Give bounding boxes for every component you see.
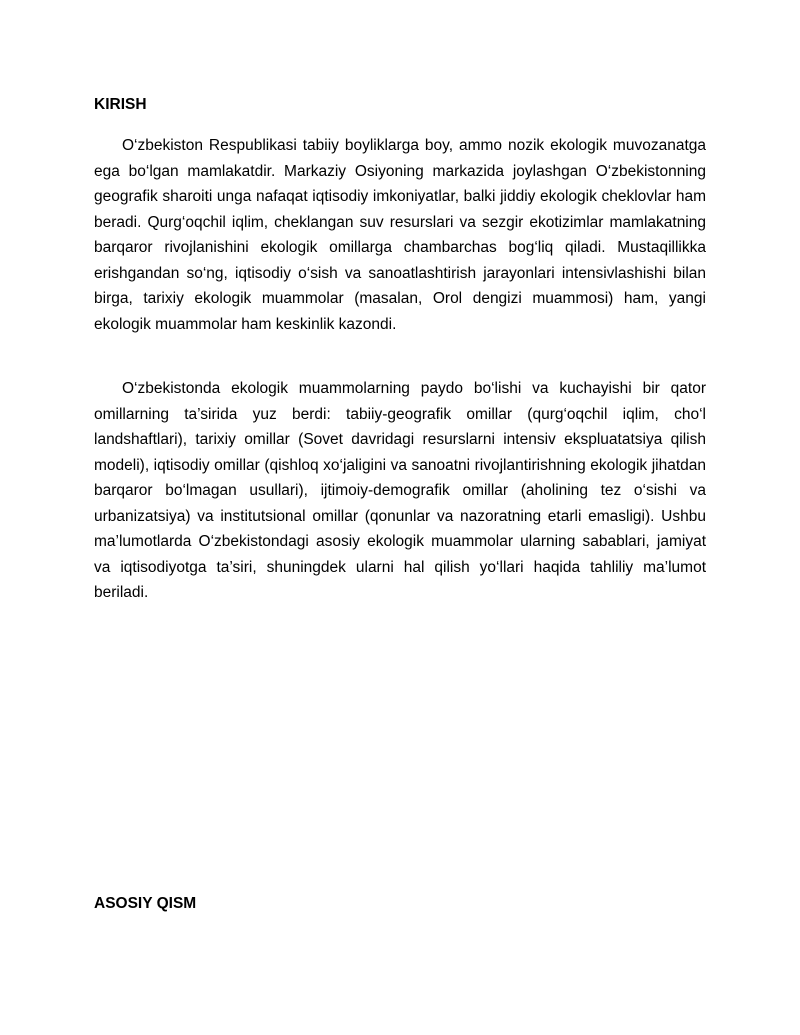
intro-paragraph-2: O‘zbekistonda ekologik muammolarning paydo bo‘lishi va kuchayishi bir qator omillarning ta’sirida yuz berdi: tabiiy-geografik omillar (qurg‘oqchil iqlim, cho‘l landshaftlari), tarixiy omillar (Sovet davridagi resurslarni intensiv ekspluatatsiya qilish modeli), iqtisodiy omillar (qishloq xo‘jaligini va sanoatni rivojlantirishning ekologik jihatdan barqaror bo‘lmagan usullari), ijtimoiy-demografik omillar (aholining tez o‘sishi va urbanizatsiya) va institutsional omillar (qonunlar va nazoratning etarli emasligi). Ushbu ma’lumotlarda O‘zbekistondagi asosiy ekologik muammolar ularning sabablari, jamiyat va iqtisodiyotga ta’siri, shuningdek ularni hal qilish yo‘llari haqida tahliliy ma’lumot beriladi. bbox=[94, 380, 706, 601]
section-heading-main: ASOSIY QISM bbox=[94, 895, 197, 912]
intro-paragraph-1: O‘zbekiston Respublikasi tabiiy boyliklarga boy, ammo nozik ekologik muvozanatga ega bo‘lgan mamlakatdir. Markaziy Osiyoning markazida joylashgan O‘zbekistonning geografik sharoiti unga nafaqat iqtisodiy imkoniyatlar, balki jiddiy ekologik cheklovlar ham beradi. Qurg‘oqchil iqlim, cheklangan suv resurslari va sezgir ekotizimlar mamlakatning barqaror rivojlanishini ekologik omillarga chambarchas bog‘liq qiladi. Mustaqillikka erishgandan so‘ng, iqtisodiy o‘sish va sanoatlashtirish jarayonlari intensivlashishi bilan birga, tarixiy ekologik muammolar (masalan, Orol dengizi muammosi) ham, yangi ekologik muammolar ham keskinlik kazondi. bbox=[94, 137, 706, 333]
section-heading-intro: KIRISH bbox=[94, 96, 147, 113]
